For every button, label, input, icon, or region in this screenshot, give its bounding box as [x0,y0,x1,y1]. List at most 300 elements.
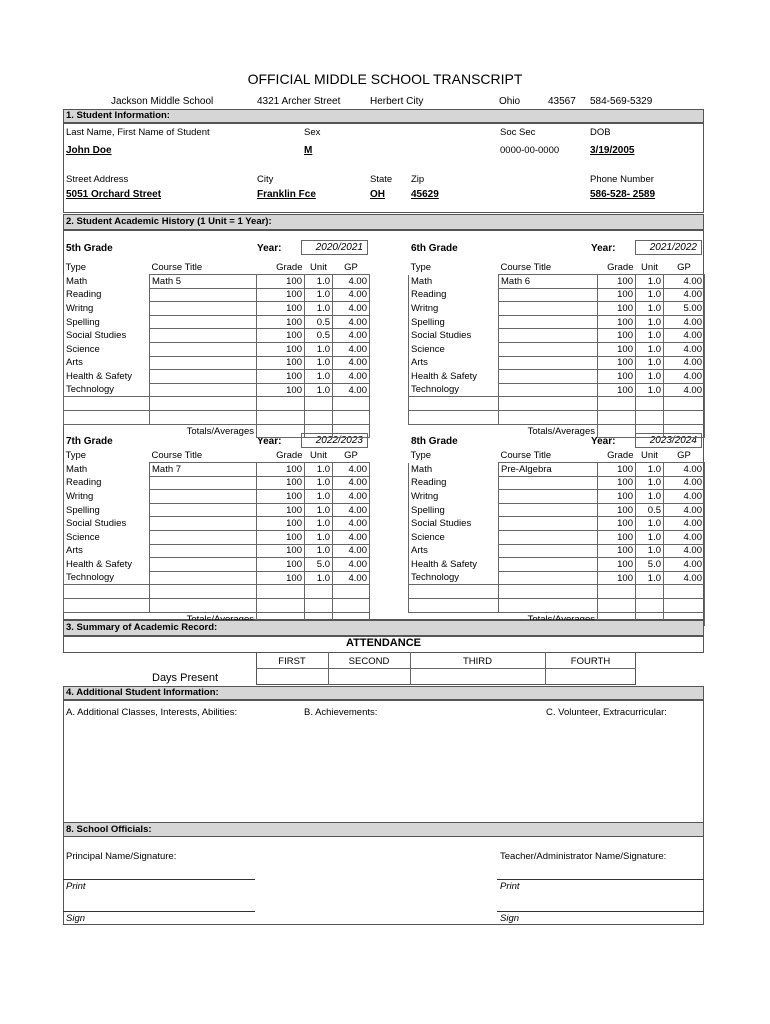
course-type-cell[interactable]: Health & Safety [409,558,499,572]
course-title-cell[interactable]: Math 7 [150,463,257,477]
grade5-title: 5th Grade [66,243,113,254]
table-row [64,544,370,558]
course-type-cell[interactable] [64,585,150,599]
student-dob[interactable]: 3/19/2005 [590,145,635,156]
total-unit-cell[interactable] [305,424,333,438]
gp-header: GP [344,261,358,273]
course-type-cell[interactable]: Arts [409,356,499,370]
teacher-label: Teacher/Administrator Name/Signature: [500,851,667,862]
gp-cell[interactable]: 4.00 [333,342,370,356]
unit-cell[interactable]: 1.0 [636,342,664,356]
gp-cell[interactable]: 4.00 [333,558,370,572]
course-type-cell[interactable]: Technology [64,383,150,397]
gp-cell[interactable] [333,598,370,612]
unit-cell[interactable]: 1.0 [305,476,333,490]
course-type-cell[interactable]: Social Studies [409,517,499,531]
course-type-cell[interactable]: Spelling [64,315,150,329]
gp-cell[interactable]: 4.00 [664,558,705,572]
course-title-cell[interactable] [150,517,257,531]
gp-cell[interactable]: 4.00 [664,476,705,490]
course-type-cell[interactable] [64,397,150,411]
grade8-title: 8th Grade [411,436,458,447]
unit-cell[interactable]: 1.0 [305,275,333,289]
course-title-cell[interactable] [499,288,598,302]
grade-cell[interactable]: 100 [257,476,305,490]
grade-cell[interactable] [598,397,636,411]
course-title-cell[interactable]: Math 6 [499,275,598,289]
gp-cell[interactable] [664,585,705,599]
unit-header: Unit [641,449,658,461]
table-row [64,275,370,289]
course-type-cell[interactable]: Health & Safety [64,370,150,384]
grade-cell[interactable]: 100 [598,329,636,343]
course-title-cell[interactable] [150,383,257,397]
course-type-cell[interactable]: Reading [64,476,150,490]
course-type-cell[interactable] [409,397,499,411]
additional-classes-label: A. Additional Classes, Interests, Abilities: [66,707,238,718]
page-title: OFFICIAL MIDDLE SCHOOL TRANSCRIPT [247,71,523,87]
type-header: Type [65,261,87,273]
unit-cell[interactable]: 1.0 [305,302,333,316]
gp-cell[interactable]: 4.00 [333,490,370,504]
course-type-cell[interactable]: Writng [64,490,150,504]
student-city[interactable]: Franklin Fce [257,189,316,200]
grade-cell[interactable] [257,410,305,424]
gp-cell[interactable] [664,598,705,612]
grade-cell[interactable]: 100 [598,315,636,329]
student-address[interactable]: 5051 Orchard Street [66,189,162,200]
totals-label: Totals/Averages [409,424,598,438]
unit-cell[interactable]: 1.0 [305,463,333,477]
course-title-cell[interactable] [499,571,598,585]
gp-cell[interactable] [333,397,370,411]
grade-cell[interactable]: 100 [257,383,305,397]
grade-cell[interactable]: 100 [598,370,636,384]
course-title-cell[interactable]: Math 5 [150,275,257,289]
table-header-row [64,448,370,463]
grade-cell[interactable]: 100 [598,275,636,289]
course-type-cell[interactable]: Social Studies [409,329,499,343]
unit-cell[interactable]: 1.0 [636,571,664,585]
gp-cell[interactable]: 4.00 [664,503,705,517]
gp-cell[interactable] [333,585,370,599]
course-title-cell[interactable] [499,315,598,329]
course-title-cell[interactable]: Pre-Algebra [499,463,598,477]
course-type-cell[interactable]: Writng [409,490,499,504]
course-title-cell[interactable] [499,370,598,384]
grade-cell[interactable] [257,397,305,411]
course-type-cell[interactable]: Math [409,275,499,289]
gp-cell[interactable]: 4.00 [333,315,370,329]
gp-cell[interactable]: 4.00 [333,476,370,490]
course-title-cell[interactable] [150,530,257,544]
unit-cell[interactable]: 1.0 [305,517,333,531]
grade7-title: 7th Grade [66,436,113,447]
grade-cell[interactable]: 100 [257,288,305,302]
course-title-cell[interactable] [150,397,257,411]
teacher-sign-line[interactable] [497,911,704,912]
table-row [409,329,705,343]
unit-cell[interactable] [305,410,333,424]
attendance-third: THIRD [462,656,493,667]
gp-cell[interactable]: 4.00 [333,275,370,289]
course-title-cell[interactable] [150,410,257,424]
student-name[interactable]: John Doe [66,145,112,156]
course-title-cell[interactable] [499,397,598,411]
student-ssn[interactable]: 0000-00-0000 [500,145,560,156]
course-title-cell[interactable] [499,356,598,370]
grade-cell[interactable]: 100 [598,476,636,490]
course-type-cell[interactable] [409,410,499,424]
course-type-cell[interactable]: Spelling [64,503,150,517]
gp-cell[interactable] [664,410,705,424]
unit-cell[interactable]: 1.0 [305,530,333,544]
course-title-cell[interactable] [499,476,598,490]
course-type-cell[interactable]: Technology [64,571,150,585]
course-type-cell[interactable] [64,410,150,424]
principal-label: Principal Name/Signature: [66,851,177,862]
unit-cell[interactable] [305,585,333,599]
gp-cell[interactable]: 4.00 [333,288,370,302]
course-type-cell[interactable]: Math [64,275,150,289]
grade7-year[interactable]: 2022/2023 [301,433,368,448]
unit-cell[interactable]: 1.0 [636,288,664,302]
gp-cell[interactable]: 4.00 [333,463,370,477]
course-type-cell[interactable] [409,598,499,612]
unit-cell[interactable]: 1.0 [305,571,333,585]
course-title-cell[interactable] [150,370,257,384]
unit-cell[interactable]: 1.0 [636,476,664,490]
unit-cell[interactable]: 0.5 [305,329,333,343]
grade-cell[interactable] [598,585,636,599]
total-gp-cell[interactable] [333,424,370,438]
type-header: Type [410,449,432,461]
unit-cell[interactable]: 1.0 [636,302,664,316]
course-title-cell[interactable] [150,544,257,558]
course-type-cell[interactable]: Technology [409,383,499,397]
principal-print-label: Print [66,881,86,892]
course-type-cell[interactable]: Math [409,463,499,477]
gp-cell[interactable]: 4.00 [664,383,705,397]
grade-cell[interactable] [598,598,636,612]
grade-cell[interactable]: 100 [257,302,305,316]
course-type-cell[interactable]: Spelling [409,315,499,329]
grade-cell[interactable]: 100 [598,342,636,356]
total-unit-cell[interactable] [636,424,664,438]
course-title-cell[interactable] [499,383,598,397]
course-title-cell[interactable] [150,571,257,585]
gp-cell[interactable]: 4.00 [333,329,370,343]
grade-cell[interactable]: 100 [257,558,305,572]
grade7-table [63,448,370,626]
grade-cell[interactable] [257,598,305,612]
grade-cell[interactable]: 100 [257,463,305,477]
gp-cell[interactable]: 4.00 [664,275,705,289]
grade-cell[interactable]: 100 [598,356,636,370]
course-title-header: Course Title [151,449,203,461]
grade-cell[interactable]: 100 [257,503,305,517]
student-zip[interactable]: 45629 [411,189,439,200]
grade5-table [63,260,370,438]
course-title-cell[interactable] [499,530,598,544]
course-title-cell[interactable] [150,476,257,490]
course-title-cell[interactable] [150,598,257,612]
course-type-cell[interactable]: Spelling [409,503,499,517]
grade-cell[interactable]: 100 [598,503,636,517]
gp-cell[interactable]: 4.00 [664,288,705,302]
gp-cell[interactable]: 4.00 [664,315,705,329]
course-type-cell[interactable]: Reading [409,476,499,490]
table-header-row [409,260,705,275]
course-title-cell[interactable] [150,585,257,599]
course-title-header: Course Title [151,261,203,273]
course-title-header: Course Title [500,449,552,461]
section-student-info: 1. Student Information: [63,109,704,123]
table-row [409,275,705,289]
unit-cell[interactable]: 1.0 [636,544,664,558]
course-title-cell[interactable] [499,342,598,356]
gp-cell[interactable]: 4.00 [664,370,705,384]
course-title-cell[interactable] [150,490,257,504]
course-type-cell[interactable]: Science [64,342,150,356]
course-title-cell[interactable] [499,410,598,424]
course-title-cell[interactable] [150,558,257,572]
course-type-cell[interactable]: Social Studies [64,517,150,531]
course-type-cell[interactable]: Arts [409,544,499,558]
gp-cell[interactable]: 4.00 [333,302,370,316]
unit-cell[interactable]: 1.0 [305,490,333,504]
grade-cell[interactable]: 100 [598,530,636,544]
school-city: Herbert City [370,96,424,107]
dob-label: DOB [590,127,611,138]
course-title-cell[interactable] [150,503,257,517]
table-row [409,558,705,572]
course-type-cell[interactable]: Technology [409,571,499,585]
section-additional-info: 4. Additional Student Information: [63,686,704,700]
totals-row [409,424,705,438]
course-title-cell[interactable] [150,302,257,316]
course-title-cell[interactable] [499,517,598,531]
phone-label: Phone Number [590,174,654,185]
gp-header: GP [344,449,358,461]
course-type-cell[interactable]: Reading [64,288,150,302]
gp-cell[interactable]: 4.00 [664,329,705,343]
course-type-cell[interactable]: Health & Safety [409,370,499,384]
unit-cell[interactable]: 1.0 [636,463,664,477]
totals-row [64,424,370,438]
gp-cell[interactable]: 4.00 [664,571,705,585]
gp-cell[interactable]: 4.00 [664,544,705,558]
course-title-cell[interactable] [499,544,598,558]
course-type-cell[interactable]: Math [64,463,150,477]
unit-cell[interactable]: 5.0 [305,558,333,572]
grade-cell[interactable]: 100 [257,315,305,329]
grade-cell[interactable]: 100 [598,558,636,572]
gp-cell[interactable]: 4.00 [333,383,370,397]
gp-cell[interactable]: 5.00 [664,302,705,316]
grade-cell[interactable] [598,410,636,424]
gp-cell[interactable] [333,410,370,424]
course-type-cell[interactable]: Social Studies [64,329,150,343]
course-type-cell[interactable]: Health & Safety [64,558,150,572]
course-title-cell[interactable] [499,302,598,316]
course-type-cell[interactable] [409,585,499,599]
grade-cell[interactable]: 100 [257,544,305,558]
unit-cell[interactable] [305,397,333,411]
unit-cell[interactable]: 1.0 [636,275,664,289]
unit-cell[interactable]: 1.0 [305,503,333,517]
table-row [409,490,705,504]
unit-cell[interactable]: 1.0 [636,383,664,397]
principal-print-line[interactable] [63,879,255,880]
additional-info-frame[interactable] [63,700,704,823]
unit-cell[interactable]: 1.0 [305,356,333,370]
course-title-cell[interactable] [150,356,257,370]
gp-cell[interactable]: 4.00 [664,530,705,544]
grade-cell[interactable]: 100 [257,329,305,343]
unit-cell[interactable] [636,410,664,424]
gp-cell[interactable]: 4.00 [333,370,370,384]
course-type-cell[interactable]: Arts [64,356,150,370]
attendance-title: ATTENDANCE [346,637,421,649]
totals-label: Totals/Averages [64,424,257,438]
gp-cell[interactable]: 4.00 [333,544,370,558]
grade-cell[interactable]: 100 [598,463,636,477]
course-title-cell[interactable] [499,598,598,612]
gp-cell[interactable] [664,397,705,411]
unit-cell[interactable]: 1.0 [636,370,664,384]
total-gp-cell[interactable] [664,424,705,438]
course-type-cell[interactable]: Science [64,530,150,544]
unit-cell[interactable]: 1.0 [636,530,664,544]
course-type-cell[interactable]: Arts [64,544,150,558]
unit-cell[interactable]: 1.0 [636,490,664,504]
days-present-label: Days Present [152,672,219,684]
grade-cell[interactable]: 100 [257,356,305,370]
course-type-cell[interactable]: Writng [64,302,150,316]
course-title-cell[interactable] [150,315,257,329]
unit-cell[interactable]: 1.0 [305,383,333,397]
grade-cell[interactable]: 100 [598,517,636,531]
grade-cell[interactable]: 100 [257,370,305,384]
course-title-cell[interactable] [150,288,257,302]
gp-cell[interactable]: 4.00 [333,356,370,370]
course-title-cell[interactable] [499,558,598,572]
grade-cell[interactable]: 100 [257,517,305,531]
grade5-year[interactable]: 2020/2021 [301,240,368,255]
unit-cell[interactable]: 1.0 [636,356,664,370]
student-sex[interactable]: M [304,145,313,156]
grade-cell[interactable]: 100 [257,490,305,504]
grade-cell[interactable]: 100 [598,544,636,558]
gp-header: GP [677,449,691,461]
grade-cell[interactable]: 100 [257,275,305,289]
unit-cell[interactable]: 1.0 [305,342,333,356]
total-grade-cell[interactable] [257,424,305,438]
grade-cell[interactable]: 100 [257,530,305,544]
course-type-cell[interactable]: Science [409,530,499,544]
course-type-cell[interactable]: Science [409,342,499,356]
unit-cell[interactable] [305,598,333,612]
unit-cell[interactable]: 1.0 [305,370,333,384]
gp-cell[interactable]: 4.00 [664,490,705,504]
course-title-header: Course Title [500,261,552,273]
grade-header: Grade [276,261,303,273]
unit-cell[interactable]: 0.5 [305,315,333,329]
gp-cell[interactable]: 4.00 [664,342,705,356]
table-row [409,585,705,599]
grade-cell[interactable]: 100 [257,342,305,356]
grade-cell[interactable] [257,585,305,599]
student-phone[interactable]: 586-528- 2589 [590,189,656,200]
course-title-cell[interactable] [150,329,257,343]
table-row [409,288,705,302]
principal-sign-line[interactable] [63,911,255,912]
course-title-cell[interactable] [150,342,257,356]
grade-cell[interactable]: 100 [257,571,305,585]
gp-cell[interactable]: 4.00 [333,571,370,585]
teacher-print-line[interactable] [497,879,704,880]
course-title-cell[interactable] [499,490,598,504]
table-row [409,517,705,531]
table-row [64,490,370,504]
gp-cell[interactable]: 4.00 [664,356,705,370]
sex-label: Sex [304,127,321,138]
attendance-fourth: FOURTH [570,656,611,667]
gp-cell[interactable]: 4.00 [333,517,370,531]
student-state[interactable]: OH [370,189,385,200]
grade-cell[interactable]: 100 [598,490,636,504]
grade-cell[interactable]: 100 [598,302,636,316]
unit-cell[interactable]: 1.0 [305,288,333,302]
grade8-table [408,448,705,626]
course-title-cell[interactable] [499,585,598,599]
achievements-label: B. Achievements: [304,707,378,718]
gp-cell[interactable]: 4.00 [664,517,705,531]
table-header-row [409,448,705,463]
table-row [409,315,705,329]
unit-cell[interactable]: 5.0 [636,558,664,572]
table-header-row [64,260,370,275]
unit-cell[interactable]: 1.0 [636,315,664,329]
course-type-cell[interactable]: Writng [409,302,499,316]
unit-cell[interactable]: 1.0 [636,329,664,343]
gp-cell[interactable]: 4.00 [333,503,370,517]
course-type-cell[interactable] [64,598,150,612]
grade-cell[interactable]: 100 [598,383,636,397]
gp-cell[interactable]: 4.00 [333,530,370,544]
school-state: Ohio [499,96,521,107]
grade8-year[interactable]: 2023/2024 [635,433,702,448]
grade6-year[interactable]: 2021/2022 [635,240,702,255]
unit-cell[interactable]: 0.5 [636,503,664,517]
unit-cell[interactable] [636,397,664,411]
grade-cell[interactable]: 100 [598,571,636,585]
grade-cell[interactable]: 100 [598,288,636,302]
unit-cell[interactable] [636,598,664,612]
course-title-cell[interactable] [499,329,598,343]
course-type-cell[interactable]: Reading [409,288,499,302]
unit-cell[interactable] [636,585,664,599]
unit-cell[interactable]: 1.0 [636,517,664,531]
type-header: Type [65,449,87,461]
gp-cell[interactable]: 4.00 [664,463,705,477]
course-title-cell[interactable] [499,503,598,517]
unit-cell[interactable]: 1.0 [305,544,333,558]
total-grade-cell[interactable] [598,424,636,438]
table-row [409,476,705,490]
table-row [64,315,370,329]
